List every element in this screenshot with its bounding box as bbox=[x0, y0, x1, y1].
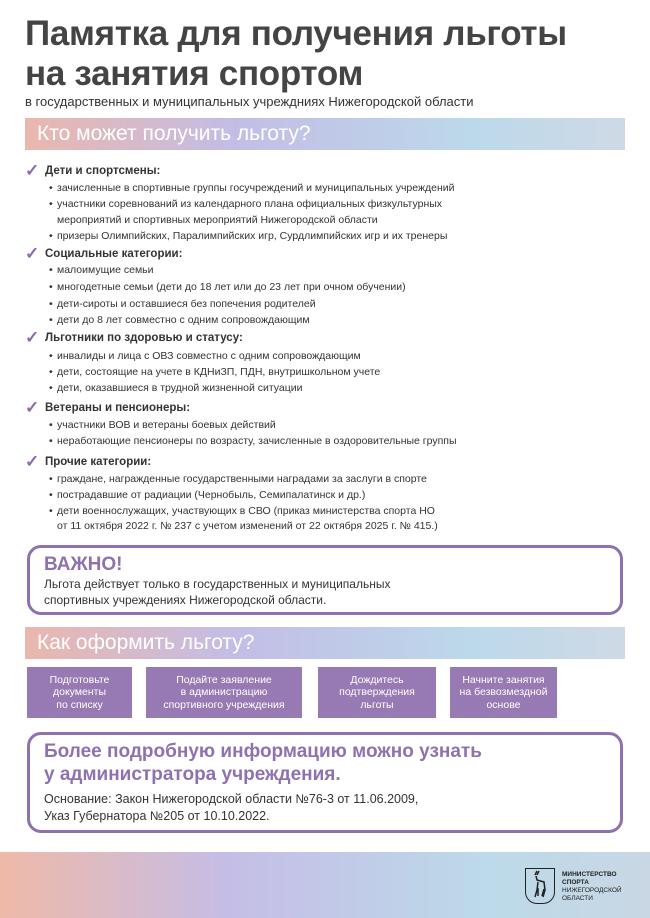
category-heading: Дети и спортсмены: bbox=[45, 165, 161, 177]
important-title: ВАЖНО! bbox=[44, 554, 123, 575]
ministry-logo-text: МИНИСТЕРСТВО СПОРТА НИЖЕГОРОДСКОЙ ОБЛАСТИ bbox=[562, 871, 622, 902]
subtitle: в государственных и муниципальных учреждниях Нижегородской области bbox=[25, 94, 474, 109]
category-heading: Ветераны и пенсионеры: bbox=[45, 402, 191, 414]
step-text: спортивного учреждения bbox=[163, 698, 285, 711]
info-basis-line1: Основание: Закон Нижегородской области №76-3 от 11.06.2009, bbox=[44, 792, 419, 806]
category-item: • дети-сироты и оставшиеся без попечения родителей bbox=[57, 296, 316, 312]
step-text: Начните занятия bbox=[462, 673, 545, 686]
category-item: • пострадавшие от радиации (Чернобыль, Семипалатинск и др.) bbox=[57, 487, 365, 503]
step-box bbox=[450, 667, 557, 718]
step-text: на безвозмездной bbox=[459, 686, 548, 699]
category-item: • дети, состоящие на учете в КДНиЗП, ПДН, внутришкольном учете bbox=[57, 364, 380, 380]
checkmark-icon: ✓ bbox=[25, 244, 40, 263]
info-basis-line2: Указ Губернатора №205 от 10.10.2022. bbox=[44, 809, 270, 823]
checkmark-icon: ✓ bbox=[25, 398, 40, 417]
category-item: • инвалиды и лица с ОВЗ совместно с одним сопровождающим bbox=[57, 348, 361, 364]
category-item: • участники соревнований из календарного плана официальных физкультурных bbox=[57, 196, 442, 212]
deer-emblem-icon bbox=[525, 868, 555, 904]
info-title-line2: у администратора учреждения. bbox=[44, 764, 341, 785]
category-heading: Социальные категории: bbox=[45, 248, 183, 260]
checkmark-icon: ✓ bbox=[25, 328, 40, 347]
step-text: Подготовьте bbox=[49, 673, 110, 686]
category-item: от 11 октября 2022 г. № 237 с учетом изменений от 22 октября 2025 г. № 415.) bbox=[57, 520, 438, 532]
step-text: Подайте заявление bbox=[176, 673, 272, 686]
step-text: подтверждения bbox=[339, 686, 415, 699]
important-box bbox=[27, 545, 623, 615]
category-item: • граждане, награжденные государственными наградами за заслуги в спорте bbox=[57, 471, 427, 487]
who-banner: Кто может получить льготу? bbox=[25, 118, 625, 150]
info-title-line1: Более подробную информацию можно узнать bbox=[44, 741, 482, 762]
step-text: по списку bbox=[56, 698, 103, 711]
category-item: • участники ВОВ и ветераны боевых действий bbox=[57, 417, 276, 433]
important-line2: спортивных учреждениях Нижегородской области. bbox=[44, 593, 327, 607]
how-banner: Как оформить льготу? bbox=[25, 627, 625, 659]
category-item: • дети до 8 лет совместно с одним сопровождающим bbox=[57, 312, 310, 328]
category-item: • дети военнослужащих, участвующих в СВО (приказ министерства спорта НО bbox=[57, 503, 435, 519]
footer-gradient bbox=[0, 852, 650, 918]
category-item: • малоимущие семьи bbox=[57, 262, 154, 278]
step-text: льготы bbox=[360, 698, 394, 711]
category-item: • призеры Олимпийских, Паралимпийских игр, Сурдлимпийских игр и их тренеры bbox=[57, 228, 447, 244]
category-heading: Льготники по здоровью и статусу: bbox=[45, 332, 243, 344]
important-line1: Льгота действует только в государственных и муниципальных bbox=[44, 577, 391, 591]
category-item: • зачисленные в спортивные группы госучреждений и муниципальных учреждений bbox=[57, 180, 455, 196]
step-text: основе bbox=[486, 698, 521, 711]
page-title: Памятка для получения льготы на занятия спортом bbox=[25, 14, 567, 93]
category-item: • неработающие пенсионеры по возрасту, зачисленные в оздоровительные группы bbox=[57, 433, 457, 449]
step-text: Дождитесь bbox=[350, 673, 404, 686]
checkmark-icon: ✓ bbox=[25, 161, 40, 180]
step-box bbox=[146, 667, 302, 718]
category-item: • дети, оказавшиеся в трудной жизненной ситуации bbox=[57, 380, 303, 396]
step-text: документы bbox=[52, 686, 107, 699]
step-box bbox=[27, 667, 132, 718]
category-heading: Прочие категории: bbox=[45, 456, 152, 468]
step-text: в администрацию bbox=[180, 686, 268, 699]
info-box bbox=[27, 732, 623, 833]
category-item: мероприятий и спортивных мероприятий Нижегородской области bbox=[57, 214, 378, 226]
category-item: • многодетные семьи (дети до 18 лет или до 23 лет при очном обучении) bbox=[57, 279, 406, 295]
checkmark-icon: ✓ bbox=[25, 452, 40, 471]
step-box bbox=[318, 667, 436, 718]
